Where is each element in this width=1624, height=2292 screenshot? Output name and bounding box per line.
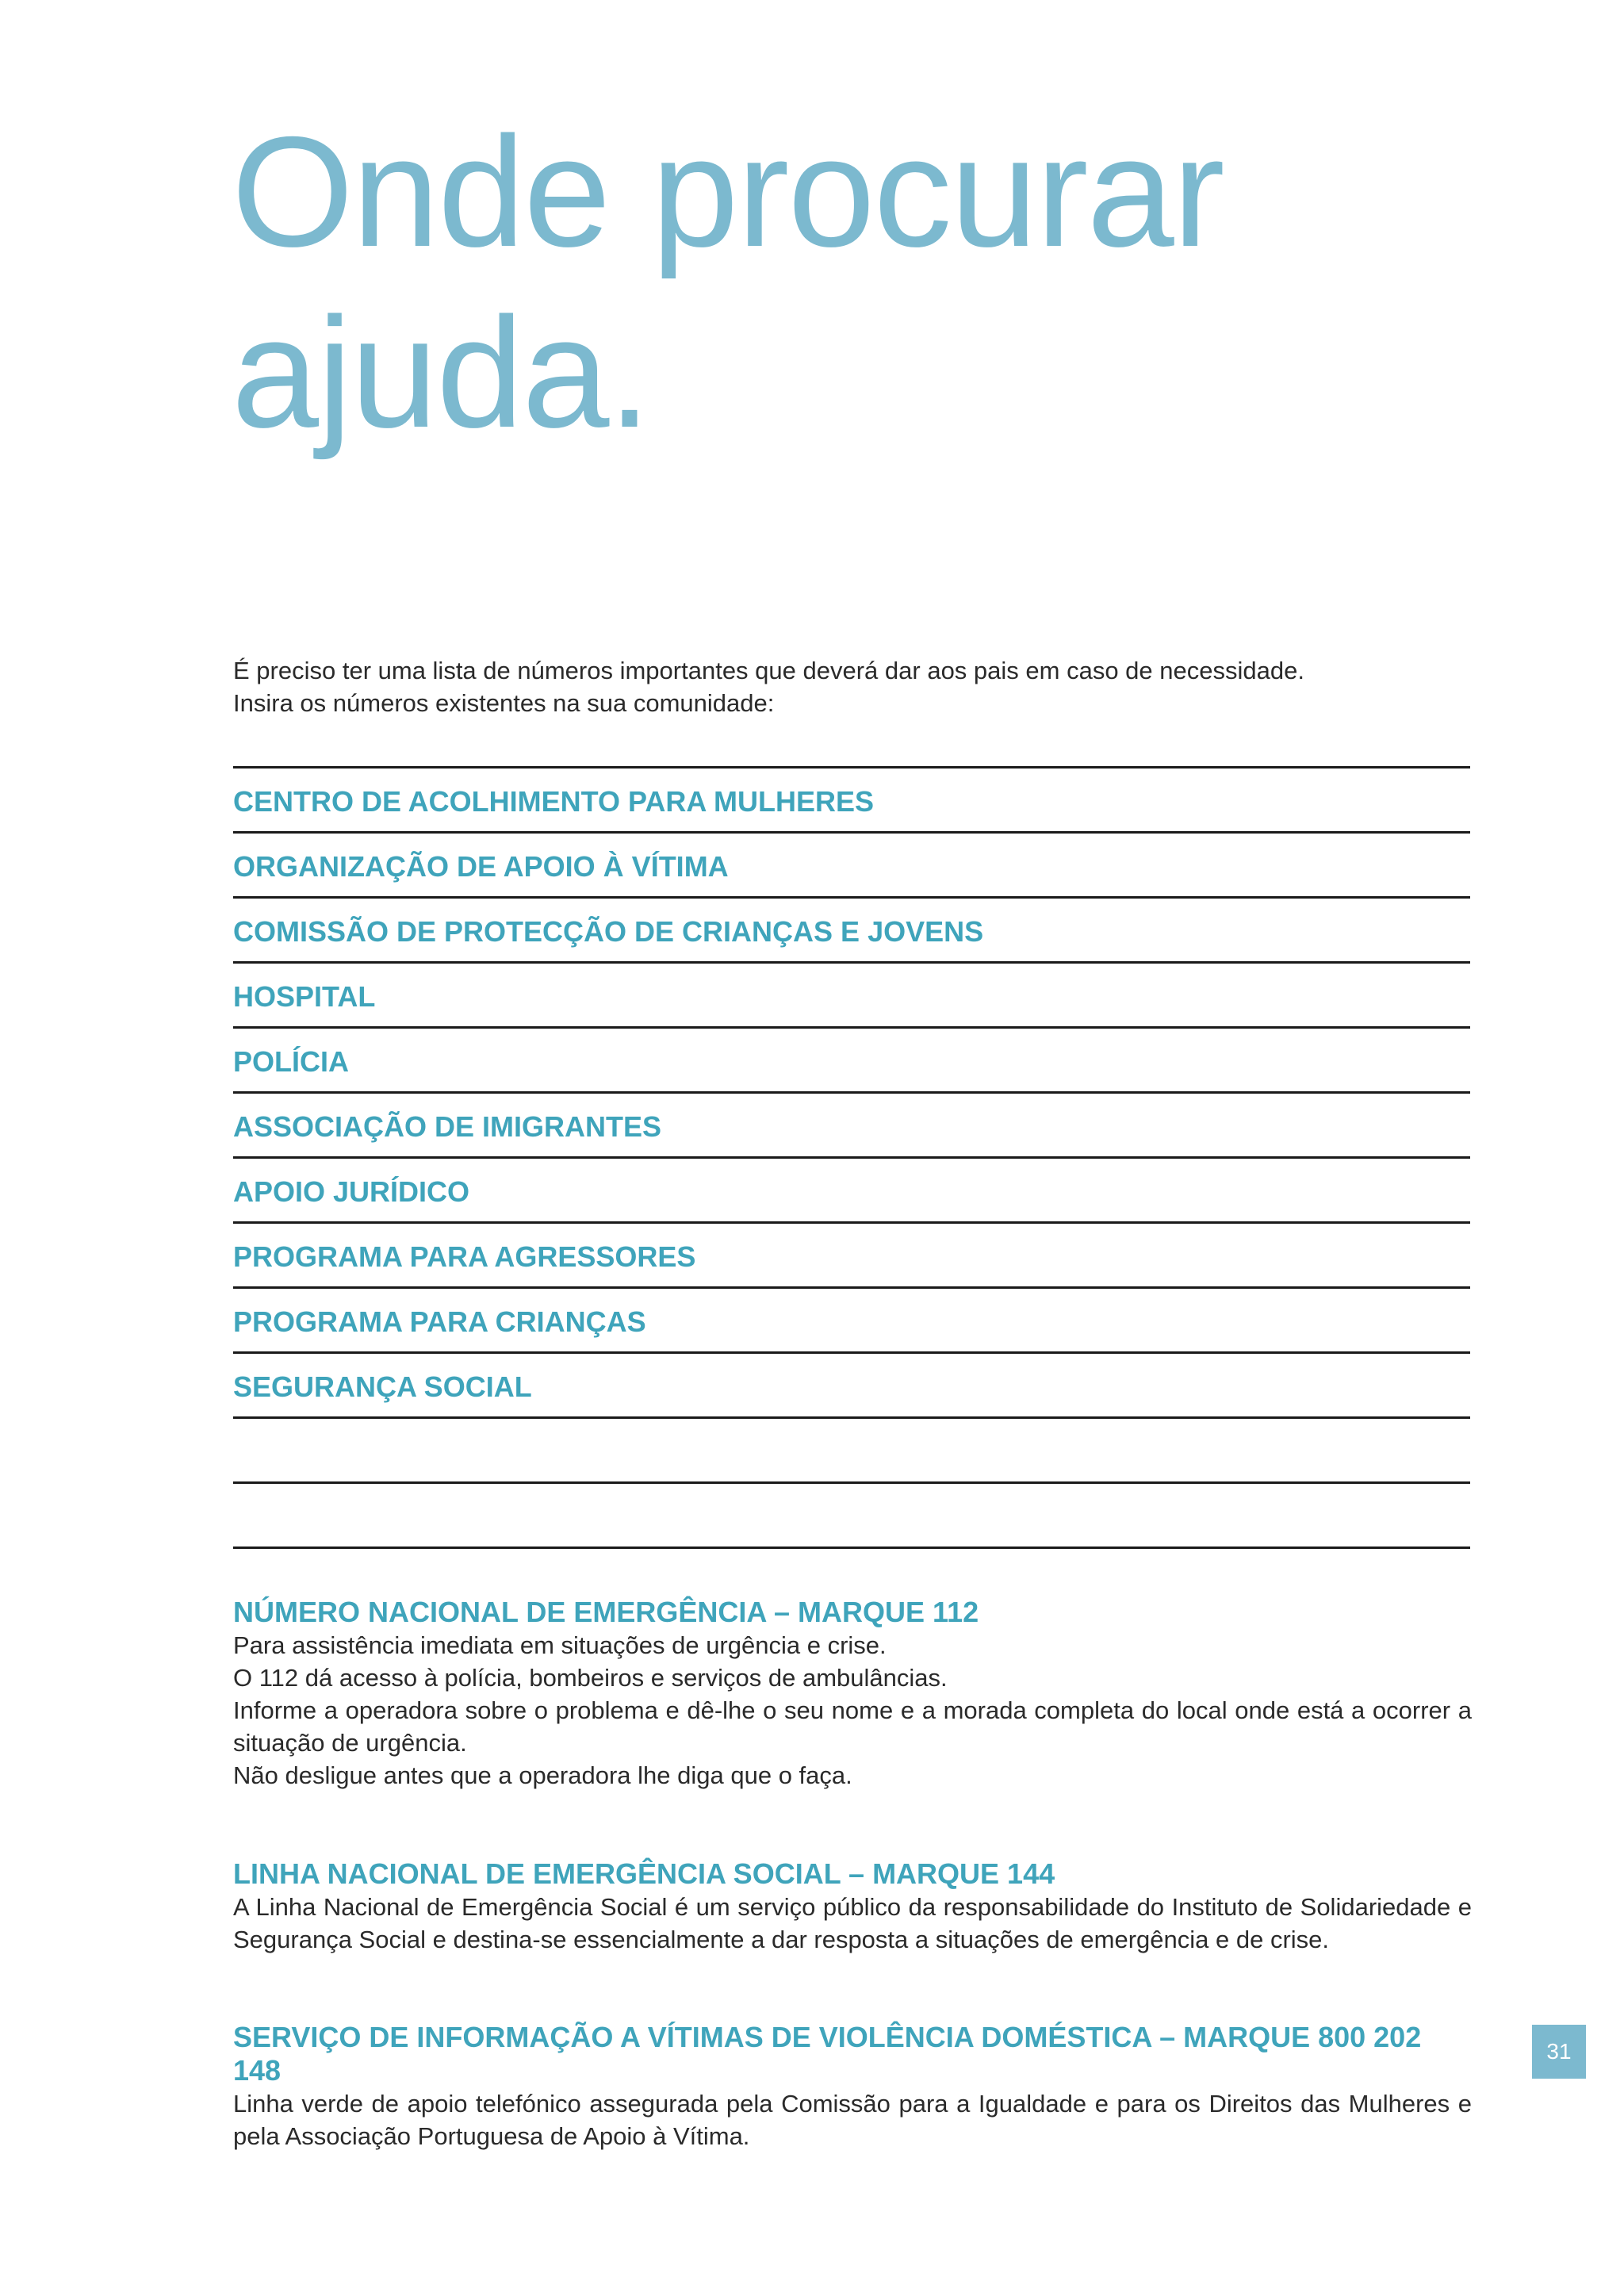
directory-label: PROGRAMA PARA CRIANÇAS: [233, 1305, 646, 1338]
directory-row[interactable]: [233, 766, 1470, 831]
directory-label: APOIO JURÍDICO: [233, 1175, 470, 1208]
emergency-112-heading: NÚMERO NACIONAL DE EMERGÊNCIA – MARQUE 112: [233, 1596, 979, 1628]
directory-row-blank[interactable]: [233, 1416, 1470, 1481]
directory-row-blank[interactable]: [233, 1481, 1470, 1547]
domestic-violence-heading: SERVIÇO DE INFORMAÇÃO A VÍTIMAS DE VIOLÊNCIA DOMÉSTICA – MARQUE 800 202 148: [233, 2021, 1422, 2087]
directory-row[interactable]: [233, 1221, 1470, 1286]
emergency-112-text-2: O 112 dá acesso à polícia, bombeiros e serviços de ambulâncias.: [233, 1664, 948, 1692]
emergency-112-text-1: Para assistência imediata em situações de urgência e crise.: [233, 1631, 887, 1659]
intro-line-1: É preciso ter uma lista de números importantes que deverá dar aos pais em caso de necessidade.: [233, 657, 1304, 684]
emergency-112-text-3: Informe a operadora sobre o problema e dê-lhe o seu nome e a morada completa do local onde está a ocorrer a situação de urgência.: [233, 1696, 1472, 1757]
directory-label: POLÍCIA: [233, 1045, 350, 1078]
directory-label: SEGURANÇA SOCIAL: [233, 1370, 532, 1403]
directory-label: ASSOCIAÇÃO DE IMIGRANTES: [233, 1110, 662, 1143]
directory-label: PROGRAMA PARA AGRESSORES: [233, 1240, 696, 1273]
page-title: [232, 102, 1224, 463]
page-number-badge: 31: [1532, 2025, 1586, 2079]
directory-label: ORGANIZAÇÃO DE APOIO À VÍTIMA: [233, 850, 729, 883]
social-144-heading: LINHA NACIONAL DE EMERGÊNCIA SOCIAL – MARQUE 144: [233, 1857, 1055, 1890]
directory-bottom-rule: [233, 1547, 1470, 1549]
directory-row[interactable]: [233, 1286, 1470, 1351]
domestic-violence-text: Linha verde de apoio telefónico assegurada pela Comissão para a Igualdade e para os Direitos das Mulheres e pela Associação Portuguesa de Apoio à Vítima.: [233, 2090, 1472, 2150]
intro-line-2: Insira os números existentes na sua comunidade:: [233, 689, 775, 717]
title-line-2: ajuda.: [232, 285, 650, 460]
social-144-text: A Linha Nacional de Emergência Social é um serviço público da responsabilidade do Instituto de Solidariedade e Segurança Social e destina-se essencialmente a dar resposta a situações de emergência e de crise.: [233, 1893, 1472, 1953]
directory-row[interactable]: [233, 1091, 1470, 1156]
title-line-1: Onde procurar: [232, 104, 1224, 279]
directory-label: CENTRO DE ACOLHIMENTO PARA MULHERES: [233, 785, 875, 818]
contact-directory: [233, 766, 1470, 1549]
emergency-112-section: [233, 1596, 1472, 1792]
directory-label: COMISSÃO DE PROTECÇÃO DE CRIANÇAS E JOVENS: [233, 915, 984, 948]
directory-row[interactable]: [233, 1156, 1470, 1221]
intro-text: [233, 654, 1470, 719]
emergency-112-text-4: Não desligue antes que a operadora lhe diga que o faça.: [233, 1761, 852, 1789]
directory-row[interactable]: [233, 896, 1470, 961]
directory-row[interactable]: [233, 961, 1470, 1026]
domestic-violence-section: [233, 2021, 1472, 2152]
directory-row[interactable]: [233, 1351, 1470, 1416]
directory-row[interactable]: [233, 831, 1470, 896]
directory-label: HOSPITAL: [233, 980, 376, 1013]
social-144-section: [233, 1857, 1472, 1956]
directory-row[interactable]: [233, 1026, 1470, 1091]
